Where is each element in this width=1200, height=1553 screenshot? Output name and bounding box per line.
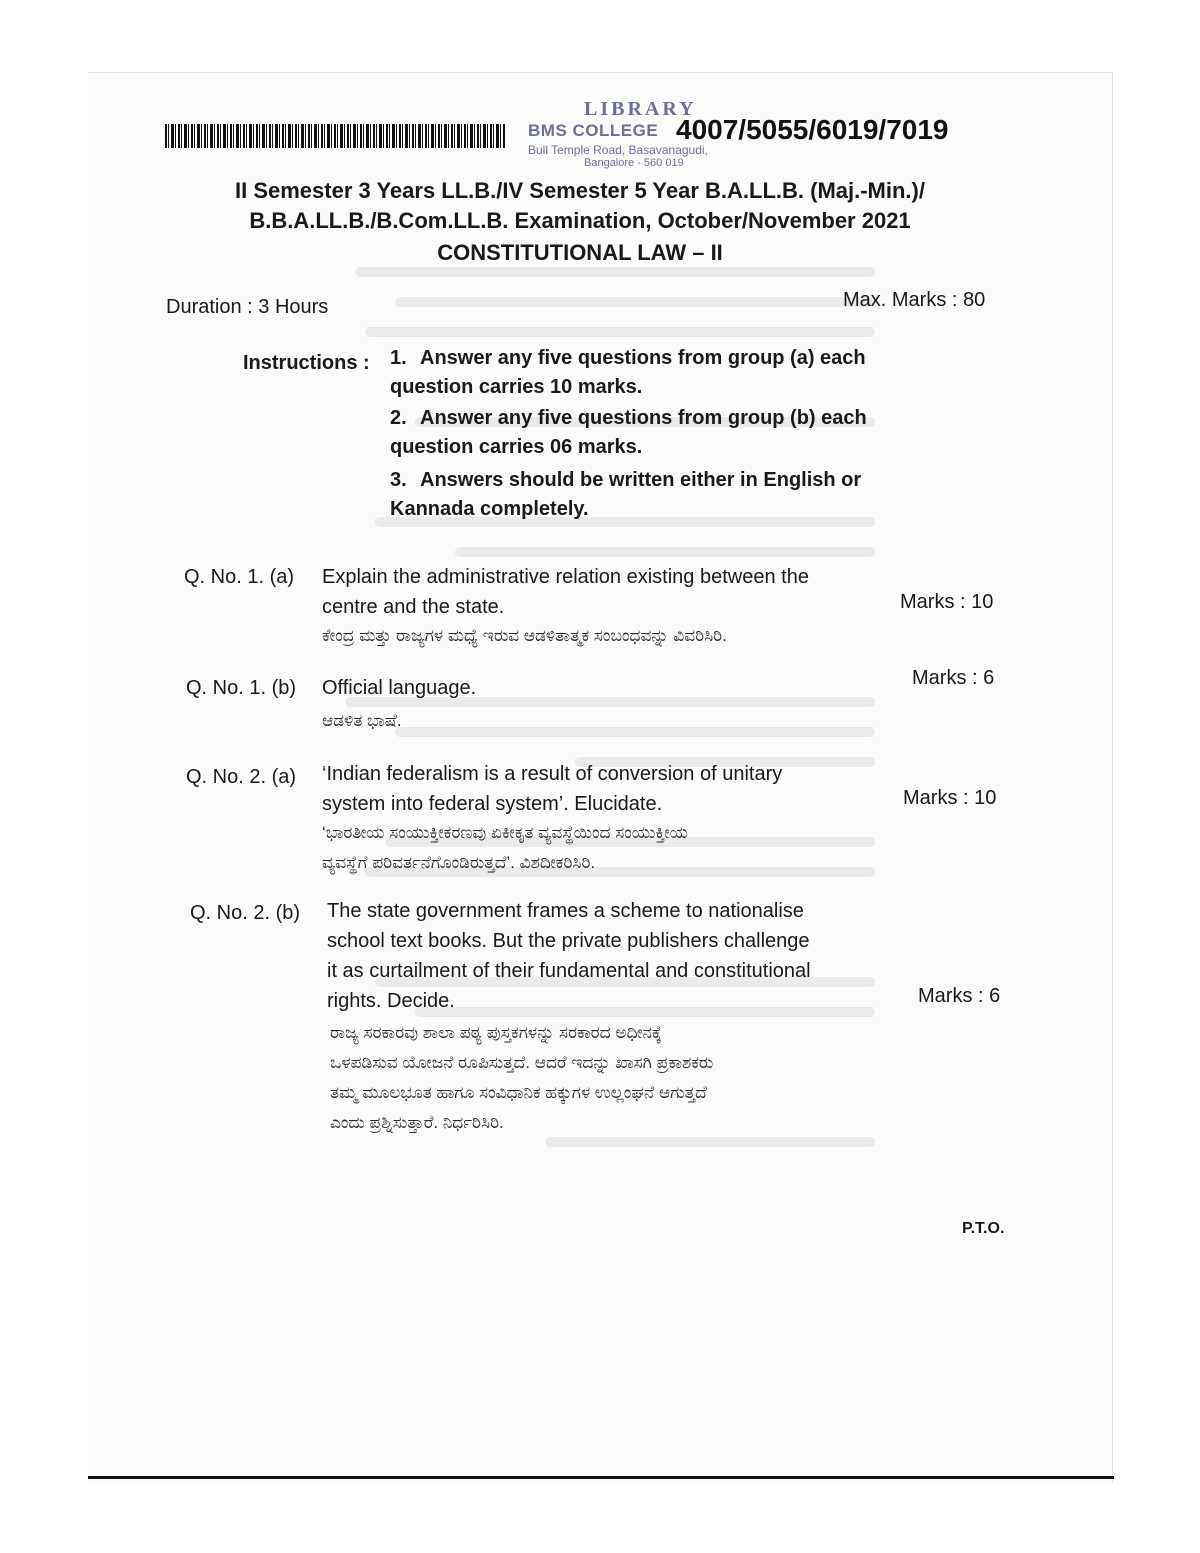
instruction-item bbox=[390, 344, 920, 402]
question-text bbox=[322, 673, 882, 703]
kannada-line: ತಮ್ಮ ಮೂಲಭೂತ ಹಾಗೂ ಸಂವಿಧಾನಿಕ ಹಕ್ಕುಗಳ ಉಲ್ಲಂಘನೆ ಆಗುತ್ತದೆ bbox=[330, 1083, 707, 1102]
question-part: (b) bbox=[275, 902, 301, 924]
question-line: it as curtailment of their fundamental and constitutional bbox=[327, 960, 811, 982]
kannada-line: ರಾಜ್ಯ ಸರಕಾರವು ಶಾಲಾ ಪಠ್ಯ ಪುಸ್ತಕಗಳನ್ನು ಸರಕಾರದ ಅಧೀನಕ್ಕೆ bbox=[330, 1023, 662, 1042]
question-qno: Q. No. 1. bbox=[186, 677, 267, 699]
kannada-line: ಎಂದು ಪ್ರಶ್ನಿಸುತ್ತಾರೆ. ನಿರ್ಧರಿಸಿರಿ. bbox=[330, 1113, 504, 1132]
instructions-label: Instructions : bbox=[243, 352, 370, 374]
question-qno: Q. No. 1. bbox=[184, 566, 265, 588]
instruction-item bbox=[390, 404, 920, 462]
question-line: Explain the administrative relation existing between the bbox=[322, 566, 809, 588]
question-line: Official language. bbox=[322, 677, 477, 699]
question-line: rights. Decide. bbox=[327, 990, 455, 1012]
question-number bbox=[186, 677, 296, 700]
question-part: (b) bbox=[271, 677, 297, 699]
question-number bbox=[186, 766, 296, 789]
kannada-line: ವ್ಯವಸ್ಥೆಗೆ ಪರಿವರ್ತನೆಗೊಂಡಿರುತ್ತದೆ’. ವಿಶದೀಕರಿಸಿರಿ. bbox=[322, 853, 596, 872]
question-line: school text books. But the private publishers challenge bbox=[327, 930, 810, 952]
instruction-item bbox=[390, 466, 920, 524]
subject-title: CONSTITUTIONAL LAW – II bbox=[437, 240, 723, 265]
question-part: (a) bbox=[271, 766, 297, 788]
question-qno: Q. No. 2. bbox=[190, 902, 271, 924]
kannada-line: ‘ಭಾರತೀಯ ಸಂಯುಕ್ತೀಕರಣವು ಏಕೀಕೃತ ವ್ಯವಸ್ಥೆಯಿಂದ ಸಂಯುಕ್ತೀಯ bbox=[322, 823, 688, 842]
question-marks: Marks : 6 bbox=[912, 667, 995, 689]
paper-code: 4007/5055/6019/7019 bbox=[676, 114, 949, 145]
question-text bbox=[327, 896, 897, 1016]
max-marks: Max. Marks : 80 bbox=[843, 289, 986, 311]
kannada-line: ಒಳಪಡಿಸುವ ಯೋಜನೆ ರೂಪಿಸುತ್ತದೆ. ಆದರೆ ಇದನ್ನು ಖಾಸಗಿ ಪ್ರಕಾಶಕರು bbox=[330, 1053, 714, 1072]
kannada-translation: ಕೇಂದ್ರ ಮತ್ತು ರಾಜ್ಯಗಳ ಮಧ್ಯೆ ಇರುವ ಆಡಳಿತಾತ್ಮಕ ಸಂಬಂಧವನ್ನು ವಿವರಿಸಿರಿ. bbox=[322, 626, 727, 645]
instruction-number: 1. bbox=[390, 347, 407, 369]
instruction-number: 3. bbox=[390, 469, 407, 491]
question-qno: Q. No. 2. bbox=[186, 766, 267, 788]
question-text bbox=[322, 759, 882, 819]
question-line: ‘Indian federalism is a result of conversion of unitary bbox=[322, 763, 783, 785]
barcode bbox=[165, 124, 505, 148]
kannada-translation bbox=[330, 1018, 930, 1138]
scan-bottom-edge bbox=[88, 1476, 1114, 1479]
question-part: (a) bbox=[269, 566, 295, 588]
question-marks: Marks : 10 bbox=[900, 591, 994, 613]
question-marks: Marks : 10 bbox=[903, 787, 997, 809]
please-turn-over: P.T.O. bbox=[962, 1220, 1005, 1237]
question-line: The state government frames a scheme to nationalise bbox=[327, 900, 804, 922]
question-line: centre and the state. bbox=[322, 596, 505, 618]
question-number bbox=[184, 566, 294, 589]
exam-title-line2: B.B.A.LL.B./B.Com.LL.B. Examination, October/November 2021 bbox=[249, 208, 911, 233]
question-text bbox=[322, 562, 882, 622]
question-marks: Marks : 6 bbox=[918, 985, 1001, 1007]
stamp-library: LIBRARY bbox=[584, 98, 697, 120]
question-number bbox=[190, 902, 300, 925]
stamp-address: Bull Temple Road, Basavanagudi, bbox=[528, 143, 708, 157]
kannada-translation bbox=[322, 818, 922, 878]
instruction-text: Answer any five questions from group (b) each question carries 06 marks. bbox=[390, 407, 867, 458]
instruction-number: 2. bbox=[390, 407, 407, 429]
kannada-translation: ಆಡಳಿತ ಭಾಷೆ. bbox=[322, 711, 402, 730]
instruction-text: Answers should be written either in English or Kannada completely. bbox=[390, 469, 862, 520]
stamp-city: Bangalore - 560 019 bbox=[584, 157, 684, 169]
instruction-text: Answer any five questions from group (a) each question carries 10 marks. bbox=[390, 347, 866, 398]
stamp-college: BMS COLLEGE bbox=[528, 121, 659, 140]
exam-title-line1: II Semester 3 Years LL.B./IV Semester 5 Year B.A.LL.B. (Maj.-Min.)/ bbox=[234, 178, 925, 203]
question-line: system into federal system’. Elucidate. bbox=[322, 793, 663, 815]
duration: Duration : 3 Hours bbox=[166, 296, 329, 318]
